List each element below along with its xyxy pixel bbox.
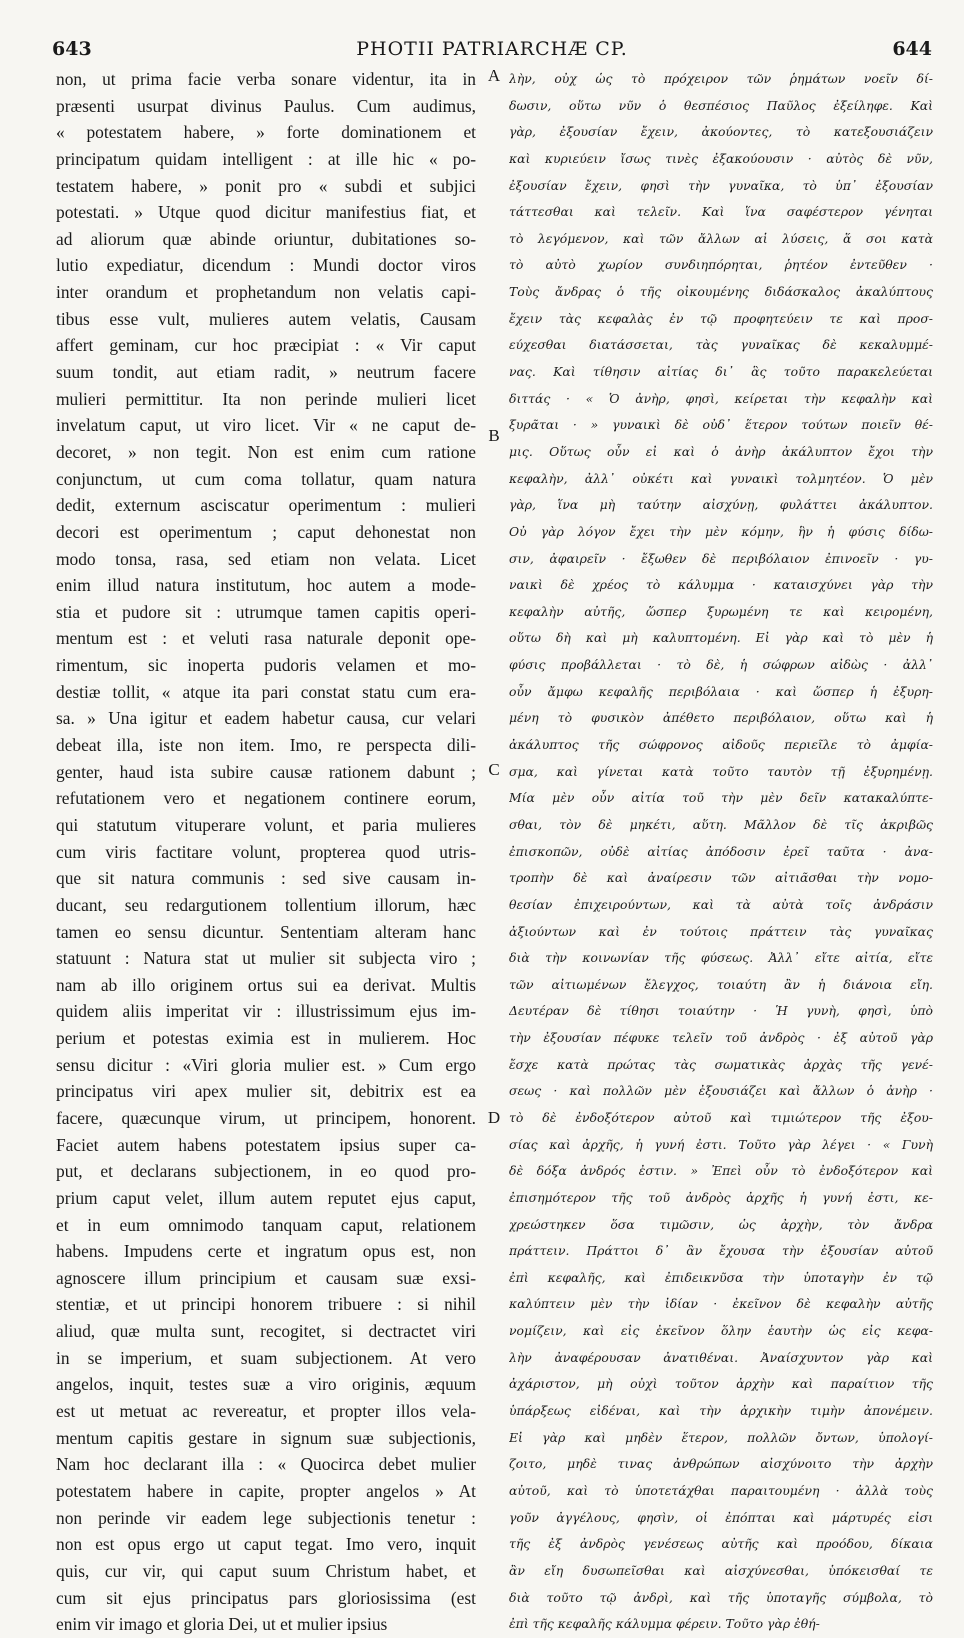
latin-text-line: in se imperium, et suam subjectionem. At vero: [56, 1347, 476, 1368]
latin-text-line: principatum quidam intelligent : at ille hic « po-: [56, 148, 476, 169]
greek-text-line: κεφαλὴν, ἀλλ᾽ οὐκέτι καὶ γυναικὶ τολμητέον. Ὁ μὲν: [509, 470, 933, 486]
latin-text-line: invelatum caput, ut viro licet. Vir « ne caput de-: [56, 415, 476, 436]
greek-text-line: διττάς · « Ὁ ἀνὴρ, φησὶ, κείρεται τὴν κεφαλὴν καὶ: [509, 390, 933, 406]
greek-text-line: Εἰ γὰρ καὶ μηδὲν ἕτερον, πολλῶν ὄντων, ὑπολογί-: [509, 1429, 933, 1445]
greek-text-line: θεσίαν ἐπιχειρούντων, καὶ τὰ αὐτὰ τοῖς ἀνδράσιν: [509, 896, 933, 912]
latin-text-line: modo tonsa, rasa, sed etiam non velata. Licet: [56, 548, 476, 569]
greek-text-line: ζοιτο, μηδὲ τινας ἀνθρώπων αἰσχύνοιτο τὴν ἀρχὴν: [509, 1456, 933, 1472]
latin-text-line: testatem habere, » ponit pro « subdi et subjici: [56, 175, 476, 196]
greek-text-line: γοῦν ἀγγέλους, φησὶν, οἱ ἐπόπται καὶ μάρτυρές εἰσι: [509, 1509, 933, 1525]
latin-text-line: sensu dicitur : «Viri gloria mulier est. » Cum ergo: [56, 1054, 476, 1075]
greek-text-line: ἐπισκοπῶν, οὐδὲ αἰτίας ἀπόδοσιν ἐρεῖ ταῦτα · ἀνα-: [509, 843, 933, 859]
greek-text-line: ὑπάρξεως εἰδέναι, καὶ τὴν ἀρχικὴν τιμὴν ἀπονέμειν.: [509, 1403, 933, 1419]
latin-text-line: enim illud natura institutum, hoc autem a mode-: [56, 575, 476, 596]
latin-text-line: mentum est : et veluti rasa naturale deponit ope-: [56, 628, 476, 649]
greek-text-line: φύσις προβάλλεται · τὸ δὲ, ἡ σώφρων αἰδὼς · ἀλλ᾽: [509, 657, 933, 673]
latin-text-line: potestati. » Utque quod dicitur manifestius fiat, et: [56, 202, 476, 223]
page-number-left: 643: [52, 38, 92, 60]
greek-text-line: Μία μὲν οὖν αἰτία τοῦ τὴν μὲν δεῖν κατακαλύπτε-: [509, 790, 933, 806]
latin-text-line: lutio expediatur, dicendum : Mundi doctor viros: [56, 255, 476, 276]
latin-text-line: stentiæ, et ut principi honorem tribuere : si nihil: [56, 1294, 476, 1315]
greek-text-line: λὴν ἀναφέρουσαν ἀνατιθέναι. Ἀναίσχυντον γὰρ καὶ: [509, 1349, 933, 1365]
latin-text-line: non est opus ergo ut caput tegat. Imo vero, inquit: [56, 1534, 476, 1555]
greek-text-line: τὸ δὲ ἐνδοξότερον αὐτοῦ καὶ τιμιώτερον τῆς ἐξου-: [509, 1109, 933, 1125]
greek-text-line: γὰρ, ἵνα μὴ ταύτην αἰσχύνῃ, φυλάττει ἀκάλυπτον.: [509, 497, 933, 513]
greek-text-line: τὸ λεγόμενον, καὶ τῶν ἄλλων αἱ λύσεις, ἅ σοι κατὰ: [509, 230, 933, 246]
latin-text-line: facere, quæcunque virum, ut principem, honorent.: [56, 1107, 476, 1128]
latin-text-line: angelos, inquit, testes suæ a viro originis, æquum: [56, 1374, 476, 1395]
page-number-right: 644: [892, 38, 932, 60]
greek-text-line: ἀχάριστον, μὴ οὐχὶ τοῦτον ἀρχὴν καὶ παραίτιον τῆς: [509, 1376, 933, 1392]
latin-text-line: tibus esse vult, mulieres autem velatis, Causam: [56, 308, 476, 329]
latin-column: [56, 66, 476, 1635]
greek-text-line: ξυρᾶται · » γυναικὶ δὲ οὐδ᾽ ἕτερον τούτων ποιεῖν θέ-: [509, 417, 933, 433]
greek-text-line: σεως · καὶ πολλῶν μὲν ἐξουσιάζει καὶ ἄλλων ὁ ἀνὴρ ·: [509, 1083, 933, 1099]
latin-text-line: prium caput velet, illum autem reputet ejus caput,: [56, 1187, 476, 1208]
greek-text-line: τῆς ἐξ ἀνδρὸς γενέσεως αὐτῆς καὶ προόδου, δίκαια: [509, 1536, 933, 1552]
greek-text-line: σίας καὶ ἀρχῆς, ἡ γυνή ἐστι. Τοῦτο γὰρ λέγει · « Γυνὴ: [509, 1136, 933, 1152]
latin-text-line: decoret, » non tegit. Non est enim cum ratione: [56, 441, 476, 462]
latin-text-line: debeat illa, iste non item. Imo, re perspecta dili-: [56, 735, 476, 756]
greek-text-line: ἐπὶ τῆς κεφαλῆς κάλυμμα φέρειν. Τοῦτο γὰρ ἐθή-: [509, 1616, 820, 1632]
latin-text-line: « potestatem habere, » forte dominationem et: [56, 122, 476, 143]
latin-text-line: stia et pudore sit : utrumque tamen capitis operi-: [56, 601, 476, 622]
greek-text-line: διὰ τοῦτο τῷ ἀνδρὶ, καὶ τῆς ὑποταγῆς σύμβολα, τὸ: [509, 1589, 933, 1605]
latin-text-line: habens. Impudens certe et ingratum opus est, non: [56, 1241, 476, 1262]
greek-text-line: δωσιν, οὕτω νῦν ὁ θεσπέσιος Παῦλος ἐξείληφε. Καὶ: [509, 97, 933, 113]
latin-text-line: Nam hoc declarant illa : « Quocirca debet mulier: [56, 1454, 476, 1475]
greek-text-line: διὰ τὴν κοινωνίαν τῆς φύσεως. Ἀλλ᾽ εἴτε αἰτία, εἴτε: [509, 950, 933, 966]
greek-text-line: ἂν εἴη δυσωπεῖσθαι καὶ αἰσχύνεσθαι, ὑπόκεισθαί τε: [509, 1562, 933, 1578]
latin-text-line: ducant, seu redargutionem tollentium illorum, hæc: [56, 894, 476, 915]
greek-text-line: ἐπισημότερον τῆς τοῦ ἀνδρὸς ἀρχῆς ἡ γυνή ἐστι, κε-: [509, 1189, 933, 1205]
greek-text-line: νας. Καὶ τίθησιν αἰτίας δι᾽ ἃς τοῦτο παρακελεύεται: [509, 364, 933, 380]
latin-text-line: que sit natura communis : sed sive causam in-: [56, 868, 476, 889]
latin-text-line: qui statutum vituperare volunt, et paria mulieres: [56, 814, 476, 835]
margin-marker-d: D: [487, 1108, 501, 1127]
greek-text-line: ἀκάλυπτος τῆς σώφρονος αἰδοῦς περιεῖλε τὸ ἀμφία-: [509, 737, 933, 753]
latin-text-line: inter orandum et prophetandum non velatis capi-: [56, 282, 476, 303]
greek-text-line: δὲ δόξα ἀνδρός ἐστιν. » Ἐπεὶ οὖν τὸ ἐνδοξότερον καὶ: [509, 1163, 933, 1179]
greek-text-line: ναικὶ δὲ χρέος τὸ κάλυμμα · καταισχύνει γὰρ τὴν: [509, 577, 933, 593]
latin-text-line: mulieri permittitur. Ita non perinde mulieri licet: [56, 388, 476, 409]
latin-text-line: cum sit ejus principatus pars gloriosissima (est: [56, 1587, 476, 1608]
latin-text-line: quidem aliis imperitat vir : illustrissimum ejus im-: [56, 1001, 476, 1022]
latin-text-line: non perinde vir eadem lege subjectionis tenetur :: [56, 1507, 476, 1528]
latin-text-line: agnoscere illum principium et causam suæ exsi-: [56, 1267, 476, 1288]
latin-text-line: perium et potestas eximia est in mulierem. Hoc: [56, 1028, 476, 1049]
latin-text-line: decori est operimentum ; caput dehonestat non: [56, 521, 476, 542]
greek-text-line: τὴν ἐξουσίαν πέφυκε τελεῖν τοῦ ἀνδρὸς · ἐξ αὐτοῦ γὰρ: [509, 1030, 933, 1046]
greek-text-line: μις. Οὕτως οὖν εἰ καὶ ὁ ἀνὴρ ἀκάλυπτον ἔχοι τὴν: [509, 443, 933, 459]
greek-text-line: ἔχειν τὰς κεφαλὰς ἐν τῷ προφητεύειν τε καὶ προσ-: [509, 310, 933, 326]
greek-text-line: Δευτέραν δὲ τίθησι τοιαύτην · Ἡ γυνὴ, φησὶ, ὑπὸ: [509, 1003, 933, 1019]
greek-text-line: τάττεσθαι καὶ τελεῖν. Καὶ ἵνα σαφέστερον γένηται: [509, 204, 933, 220]
latin-text-line: ad aliorum quæ abinde oriuntur, dubitationes so-: [56, 228, 476, 249]
greek-text-line: Οὐ γὰρ λόγον ἔχει τὴν μὲν κόμην, ἣν ἡ φύσις δίδω-: [509, 523, 933, 539]
latin-text-line: Faciet autem habens potestatem ipsius super ca-: [56, 1134, 476, 1155]
latin-text-line: genter, haud ista subire causæ rationem dabunt ;: [56, 761, 476, 782]
latin-text-line: put, et declarans subjectionem, in eo quod pro-: [56, 1161, 476, 1182]
greek-text-line: αὐτοῦ, καὶ τὸ ὑποτετάχθαι παραιτουμένη · ἀλλὰ τοὺς: [509, 1482, 933, 1498]
latin-text-line: aliud, quæ multa sunt, recogitet, si dectractet viri: [56, 1321, 476, 1342]
latin-text-line: conjunctum, ut cum coma tollatur, quam natura: [56, 468, 476, 489]
latin-text-line: est ut metuat ac revereatur, et propter illos vela-: [56, 1401, 476, 1422]
latin-text-line: suum tondit, aut etiam radit, » neutrum facere: [56, 362, 476, 383]
greek-text-line: εύχεσθαι διατάσσεται, τὰς γυναῖκας δὲ κεκαλυμμέ-: [509, 337, 933, 353]
margin-marker-a: A: [487, 66, 501, 85]
greek-text-line: τὸ αὐτὸ χωρίον συνδιηπόρηται, ῥητέον ἐντεῦθεν ·: [509, 257, 933, 273]
latin-text-line: tamen eo sensu dicuntur. Sententiam alteram hanc: [56, 921, 476, 942]
greek-text-line: κεφαλὴν αὐτῆς, ὥσπερ ξυρωμένη τε καὶ κειρομένη,: [509, 603, 933, 619]
greek-text-line: ἔσχε κατὰ πρώτας τὰς σωματικὰς ἀρχὰς τῆς γενέ-: [509, 1056, 933, 1072]
greek-text-line: οὕτω δὴ καὶ μὴ καλυπτομένη. Εἰ γὰρ καὶ τὸ μὲν ἡ: [509, 630, 933, 646]
latin-text-line: nam ab illo originem ortus sui ea derivat. Multis: [56, 974, 476, 995]
latin-text-line: non, ut prima facie verba sonare videntur, ita in: [56, 69, 476, 89]
latin-text-line: cum viris factitare volunt, propterea quod utris-: [56, 841, 476, 862]
greek-text-line: καλύπτειν μὲν τὴν ἰδίαν · ἐκεῖνον δὲ κεφαλὴν αὐτῆς: [509, 1296, 933, 1312]
greek-text-line: σιν, ἀφαιρεῖν · ἔξωθεν δὲ περιβόλαιον ἐπινοεῖν · γυ-: [509, 550, 933, 566]
running-title: PHOTII PATRIARCHÆ CP.: [356, 38, 628, 60]
latin-text-line: destiæ tollit, « atque ita pari constat statu cum era-: [56, 681, 476, 702]
margin-marker-b: B: [488, 426, 500, 445]
greek-column: [509, 66, 933, 1632]
latin-text-line: rimentum, sic inoperta pudoris velamen et mo-: [56, 655, 476, 676]
latin-text-line: potestatem habere in capite, propter angelos » At: [56, 1480, 476, 1501]
greek-text-line: γὰρ, ἐξουσίαν ἔχειν, ἀκούοντες, τὸ κατεξουσιάζειν: [509, 124, 933, 140]
latin-text-line: sa. » Una igitur et eadem habetur causa, cur velari: [56, 708, 476, 729]
greek-text-line: σμα, καὶ γίνεται κατὰ τοῦτο ταυτὸν τῇ ἐξυρημένῃ.: [509, 763, 933, 779]
latin-text-line: enim vir imago et gloria Dei, ut et mulier ipsius: [56, 1614, 388, 1635]
greek-text-line: σθαι, τὸν δὲ μηκέτι, αὕτη. Μᾶλλον δὲ τῖς ἀκριβῶς: [509, 816, 933, 832]
latin-text-line: præsenti usurpat divinus Paulus. Cum audimus,: [56, 95, 476, 116]
latin-text-line: mentum capitis gestare in signum suæ subjectionis,: [56, 1427, 476, 1448]
greek-text-line: ἀξιούντων καὶ ἐν τούτοις πράττειν τὰς γυναῖκας: [509, 923, 933, 939]
greek-text-line: μένη τὸ φυσικὸν ἀπέθετο περιβόλαιον, οὕτω καὶ ἡ: [509, 710, 933, 726]
greek-text-line: ἐπὶ κεφαλῆς, καὶ ἐπιδεικνῦσα τὴν ὑποταγὴν ἐν τῷ: [509, 1269, 933, 1285]
greek-text-line: πράττειν. Πράττοι δ᾽ ἂν ἔχουσα τὴν ἐξουσίαν αὐτοῦ: [509, 1243, 933, 1259]
latin-text-line: quis, cur vir, qui caput suum Christum habet, et: [56, 1560, 476, 1581]
greek-text-line: λὴν, οὐχ ὡς τὸ πρόχειρον τῶν ῥημάτων νοεῖν δί-: [509, 71, 933, 86]
greek-text-line: νομίζειν, καὶ εἰς ἐκεῖνον ὅλην ἑαυτὴν ὡς εἰς κεφα-: [509, 1323, 933, 1339]
latin-text-line: principatus viri apex mulier sit, debitrix est ea: [56, 1081, 476, 1102]
greek-text-line: τροπὴν δὲ καὶ ἀναίρεσιν τῶν αἰτιᾶσθαι τὴν νομο-: [509, 870, 933, 886]
greek-text-line: τῶν αἰτιωμένων ἔλεγχος, τοιαύτη ἂν ἡ διάνοια εἴη.: [509, 976, 933, 992]
latin-text-line: et in eum omnimodo tanquam caput, relationem: [56, 1214, 476, 1235]
greek-text-line: ἐξουσίαν ἔχειν, φησὶ τὴν γυναῖκα, τὸ ὑπ᾽ ἐξουσίαν: [509, 177, 933, 193]
greek-text-line: Τοὺς ἄνδρας ὁ τῆς οἰκουμένης διδάσκαλος ἀκαλύπτους: [509, 284, 933, 300]
latin-text-line: refutationem vero et negationem continere eorum,: [56, 788, 476, 809]
margin-marker-c: C: [488, 760, 500, 779]
greek-text-line: καὶ κυριεύειν ἴσως τινὲς ἐξακούουσιν · αὐτὸς δὲ νῦν,: [509, 150, 933, 166]
latin-text-line: dedit, externum asciscatur operimentum : mulieri: [56, 495, 476, 516]
running-header: [52, 38, 932, 64]
latin-text-line: statuunt : Natura stat ut mulier sit subjecta viro ;: [56, 948, 476, 969]
greek-text-line: οὖν ἄμφω κεφαλῆς περιβόλαια · καὶ ὥσπερ ἡ ἐξυρη-: [509, 683, 933, 699]
latin-text-line: affert geminam, cur hoc præcipiat : « Vir caput: [56, 335, 476, 356]
greek-text-line: χρεώστηκεν ὅσα τιμῶσιν, ὡς ἀρχὴν, τὸν ἄνδρα: [509, 1216, 933, 1232]
